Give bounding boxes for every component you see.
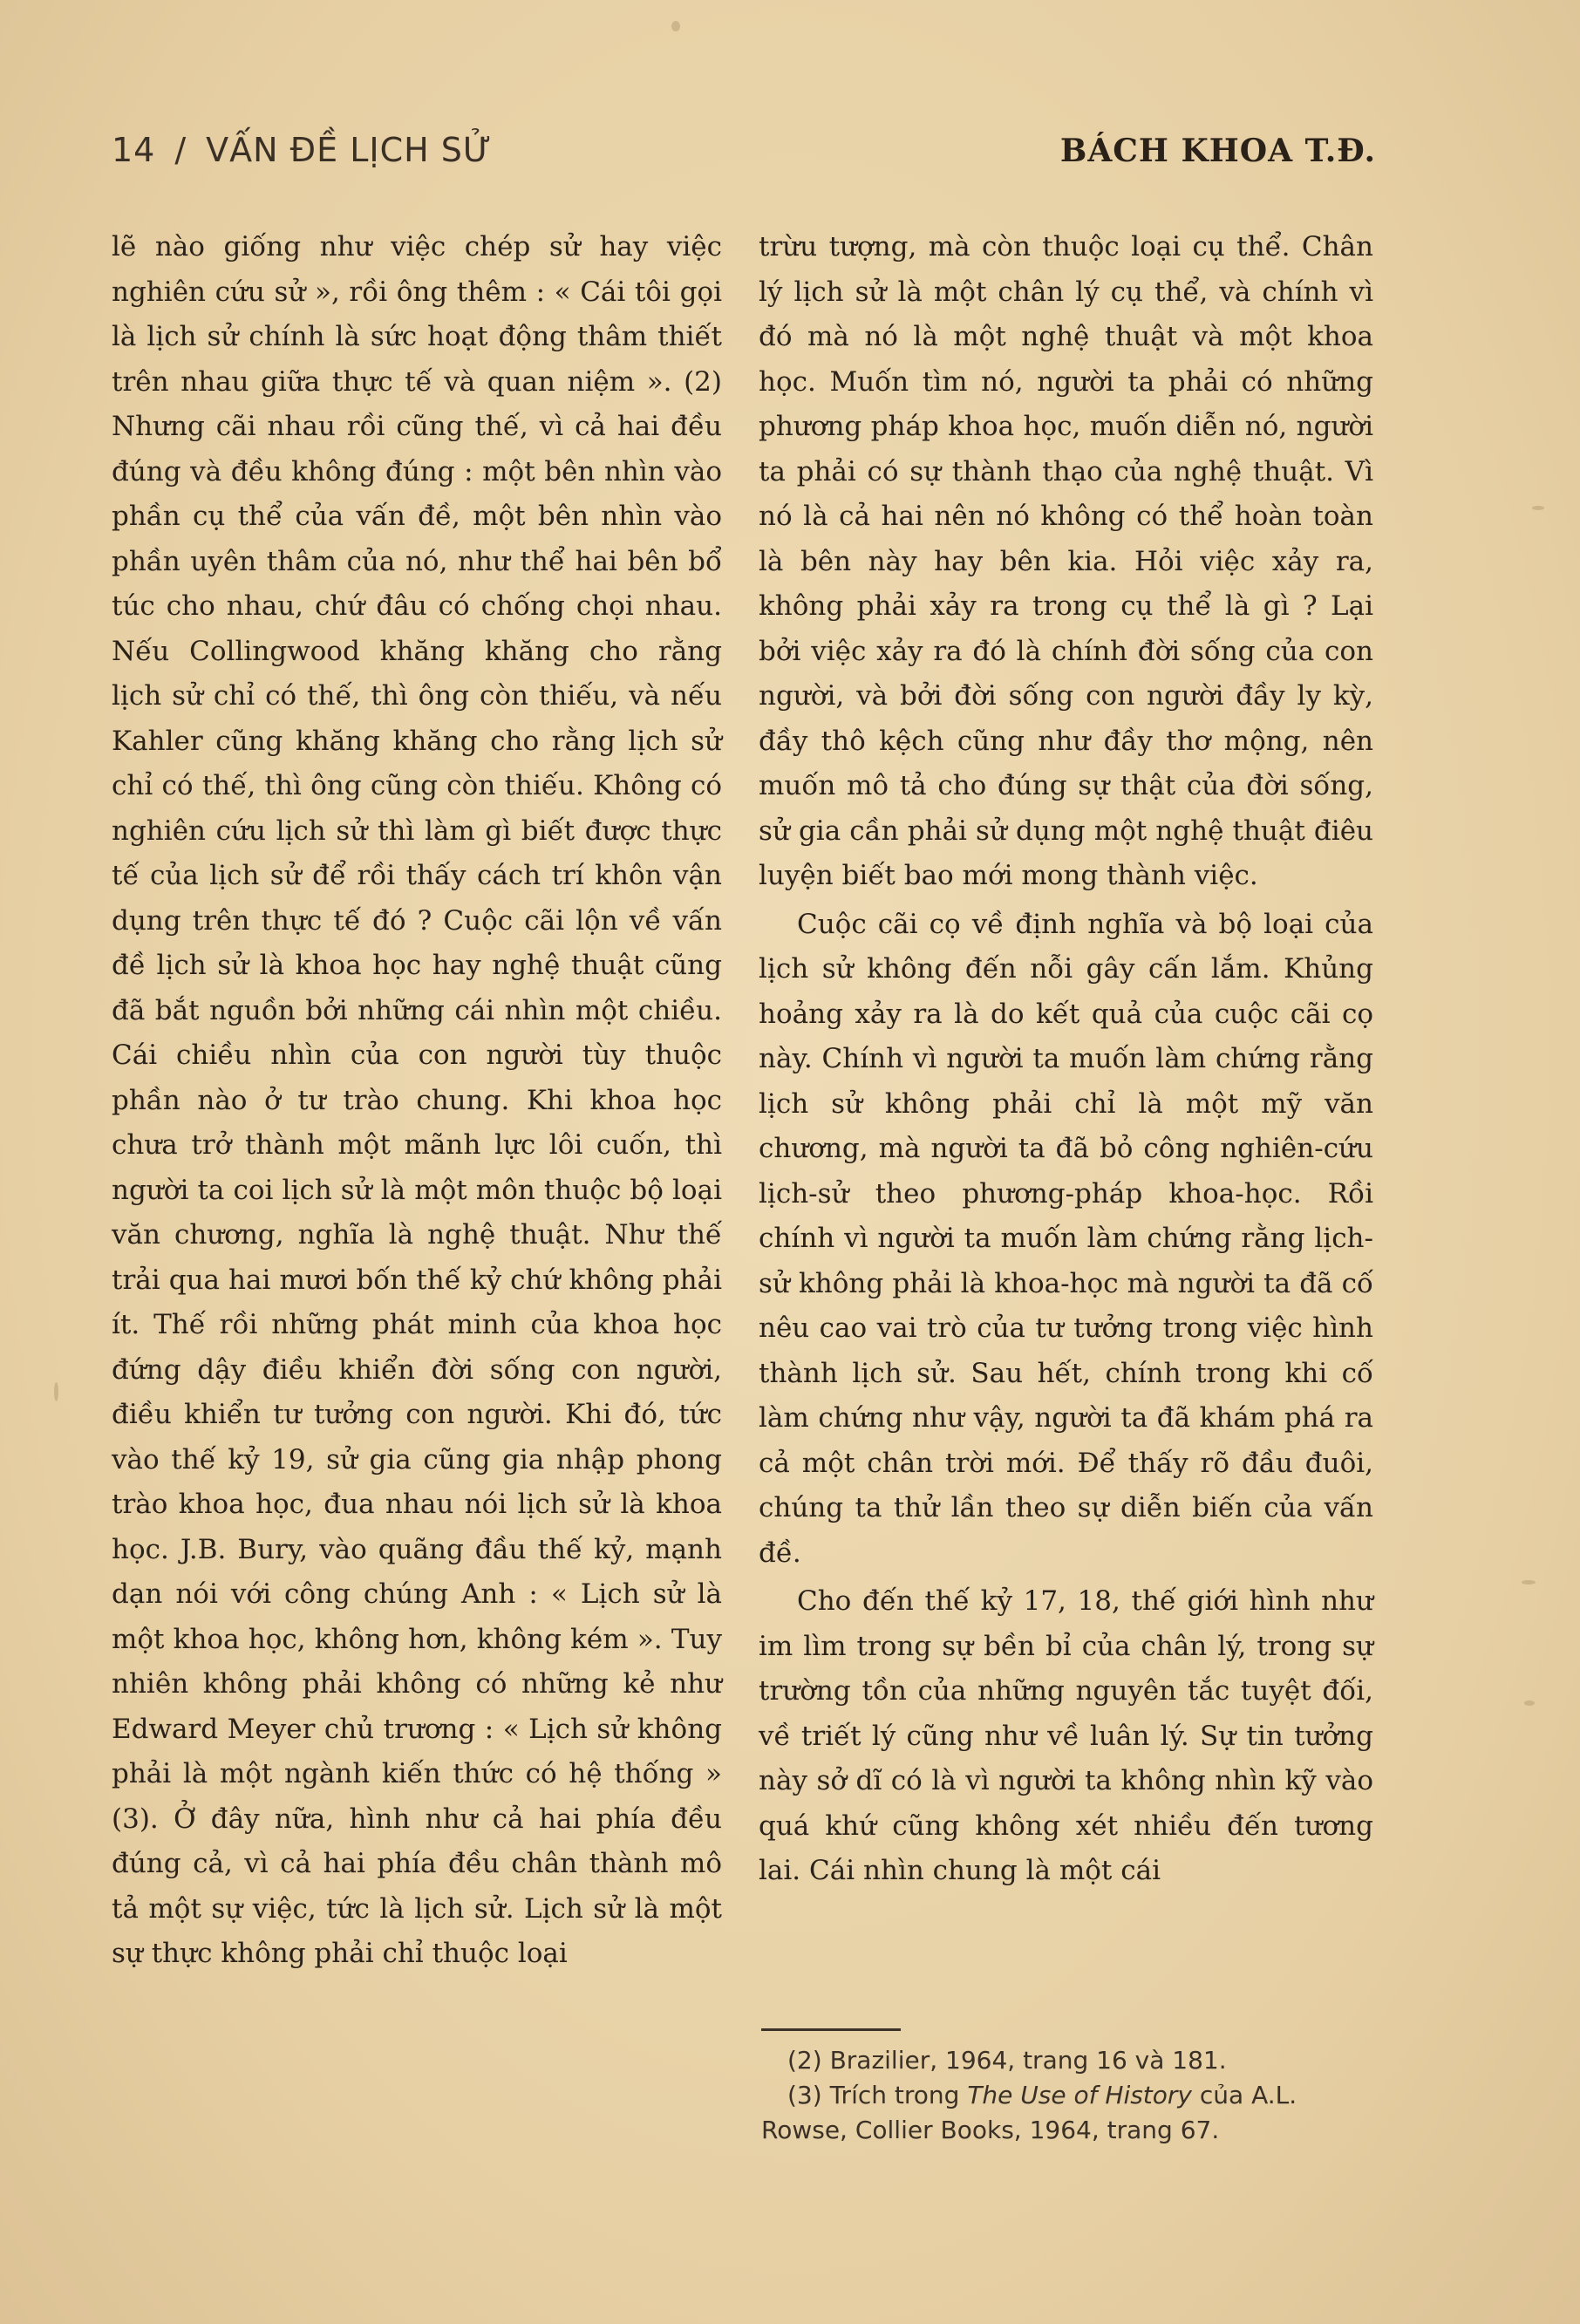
journal-name: BÁCH KHOA T.Đ. — [1059, 133, 1376, 169]
footnote-2: (2) Brazilier, 1964, trang 16 và 181. — [787, 2046, 1227, 2075]
left-paragraph-1: lẽ nào giống như việc chép sử hay việc nghiên cứu sử », rồi ông thêm : « Cái tôi gọi là lịch sử chính là sức hoạt động thâm thiết trên nhau giữa thực tế và quan niệm ». (2) Nhưng cãi nhau rồi cũng thế, vì cả hai đều đúng và đều không đúng : một bên nhìn vào phần cụ thể của vấn đề, một bên nhìn vào phần uyên thâm của nó, như thể hai bên bổ túc cho nhau, chứ đâu có chống chọi nhau. Nếu Collingwood khăng khăng cho rằng lịch sử chỉ có thế, thì ông còn thiếu, và nếu Kahler cũng khăng khăng cho rằng lịch sử chỉ có thế, thì ông cũng còn thiếu. Không có nghiên cứu lịch sử thì làm gì biết được thực tế của lịch sử để rồi thấy cách trí khôn vận dụng trên thực tế đó ? Cuộc cãi lộn về vấn đề lịch sử là khoa học hay nghệ thuật cũng đã bắt nguồn bởi những cái nhìn một chiều. Cái chiều nhìn của con người tùy thuộc phần nào ở tư trào chung. Khi khoa học chưa trở thành một mãnh lực lôi cuốn, thì người ta coi lịch sử là một môn thuộc bộ loại văn chương, nghĩa là nghệ thuật. Như thế trải qua hai mươi bốn thế kỷ chứ không phải ít. Thế rồi những phát minh của khoa học đứng dậy điều khiển đời sống con người, điều khiển tư tưởng con người. Khi đó, tức vào thế kỷ 19, sử gia cũng gia nhập phong trào khoa học, đua nhau nói lịch sử là khoa học. J.B. Bury, vào quãng đầu thế kỷ, mạnh dạn nói với công chúng Anh : « Lịch sử là một khoa học, không hơn, không kém ». Tuy nhiên không phải không có những kẻ như Edward Meyer chủ trương : « Lịch sử không phải là một ngành kiến thức có hệ thống » (3). Ở đây nữa, hình như cả hai phía đều đúng cả, vì cả hai phía đều chân thành mô tả một sự việc, tức là lịch sử. Lịch sử là một sự thực không phải chỉ thuộc loại — [112, 231, 722, 1969]
footnote-3-prefix: (3) Trích trong — [787, 2081, 968, 2109]
footnote-3-title: The Use of History — [967, 2081, 1192, 2109]
left-column — [112, 225, 722, 1977]
header-separator: / — [174, 131, 187, 169]
section-title: VẤN ĐỀ LỊCH SỬ — [206, 131, 493, 169]
page-header — [112, 131, 1376, 192]
right-column — [759, 225, 1373, 1894]
footnote-3 — [761, 2078, 1376, 2148]
paper-spot — [1532, 506, 1544, 510]
footnote-3-suffix: của A.L. Rowse, Collier Books, 1964, trang 67. — [761, 2081, 1297, 2144]
paper-spot — [671, 21, 680, 31]
paper-spot — [54, 1382, 58, 1401]
right-paragraph-1: trừu tượng, mà còn thuộc loại cụ thể. Chân lý lịch sử là một chân lý cụ thể, và chính vì đó mà nó là một nghệ thuật và một khoa học. Muốn tìm nó, người ta phải có những phương pháp khoa học, muốn diễn nó, người ta phải có sự thành thạo của nghệ thuật. Vì nó là cả hai nên nó không có thể hoàn toàn là bên này hay bên kia. Hỏi việc xảy ra, không phải xảy ra trong cụ thể là gì ? Lại bởi việc xảy ra đó là chính đời sống của con người, và bởi đời sống con người đầy ly kỳ, đầy thô kệch cũng như đầy thơ mộng, nên muốn mô tả cho đúng sự thật của đời sống, sử gia cần phải sử dụng một nghệ thuật điêu luyện biết bao mới mong thành việc. — [759, 231, 1373, 891]
footnotes — [761, 2043, 1376, 2148]
page-number: 14 — [112, 131, 156, 169]
paper-spot — [1522, 1580, 1536, 1585]
footnote-divider — [761, 2028, 901, 2031]
paper-spot — [1524, 1700, 1535, 1706]
right-paragraph-3: Cho đến thế kỷ 17, 18, thế giới hình như im lìm trong sự bền bỉ của chân lý, trong sự trường tồn của những nguyên tắc tuyệt đối, về triết lý cũng như về luân lý. Sự tin tưởng này sở dĩ có là vì người ta không nhìn kỹ vào quá khứ cũng không xét nhiều đến tương lai. Cái nhìn chung là một cái — [759, 1585, 1373, 1886]
header-left — [112, 131, 493, 169]
right-paragraph-2: Cuộc cãi cọ về định nghĩa và bộ loại của lịch sử không đến nỗi gây cấn lắm. Khủng hoảng xảy ra là do kết quả của cuộc cãi cọ này. Chính vì người ta muốn làm chứng rằng lịch sử không phải chỉ là một mỹ văn chương, mà người ta đã bỏ công nghiên-cứu lịch-sử theo phương-pháp khoa-học. Rồi chính vì người ta muốn làm chứng rằng lịch-sử không phải là khoa-học mà người ta đã cố nêu cao vai trò của tư tưởng trong việc hình thành lịch sử. Sau hết, chính trong khi cố làm chứng như vậy, người ta đã khám phá ra cả một chân trời mới. Để thấy rõ đầu đuôi, chúng ta thử lần theo sự diễn biến của vấn đề. — [759, 908, 1373, 1569]
